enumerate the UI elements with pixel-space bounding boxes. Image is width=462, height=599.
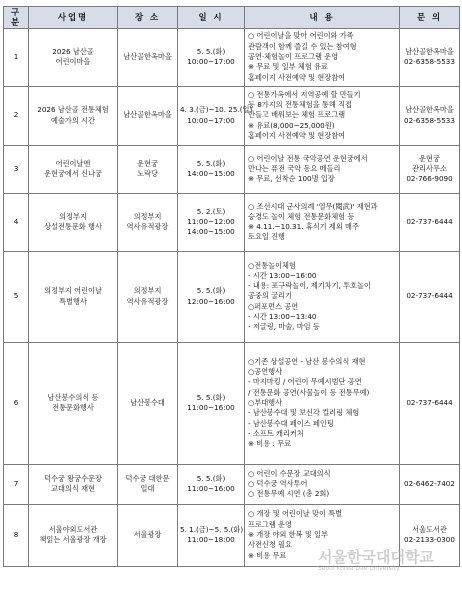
- cell-date: [178, 28, 245, 86]
- cell-contact: [400, 342, 460, 464]
- cell-contact-line: 남산골한옥마을: [405, 105, 454, 115]
- cell-no-line: 4: [13, 216, 19, 226]
- cell-date-line: 11:00~16:00: [187, 403, 235, 413]
- cell-content-line: ○부대행사: [248, 397, 283, 407]
- cell-place-line: 일대: [140, 484, 155, 494]
- cell-name-line: 2026 남산골 전통체험: [37, 105, 109, 115]
- cell-contact-line: 02-6358-5533: [404, 115, 455, 125]
- cell-contact-line: 운현궁: [419, 153, 440, 163]
- cell-no-line: 3: [13, 163, 19, 173]
- cell-name: [29, 464, 118, 504]
- cell-content-line: 홈페이지 사전예약 및 현장참여: [248, 72, 346, 82]
- cell-content-line: ○ 어린이날을 맞아 어린이와 가족: [248, 31, 354, 41]
- cell-name: [29, 504, 118, 566]
- cell-no-line: 7: [13, 478, 19, 488]
- cell-place-line: 역사유적광장: [126, 296, 169, 306]
- cell-contact: [400, 86, 460, 145]
- cell-date: [178, 86, 253, 145]
- cell-content: [245, 342, 400, 464]
- cell-place-line: 역사유적광장: [126, 222, 169, 232]
- table-row: [4, 464, 460, 504]
- cell-content-line: ※ 비용 : 무료: [248, 439, 292, 449]
- cell-content-line: ○기존 상설공연 - 남산 봉수의식 재현: [248, 356, 366, 366]
- cell-content-line: - 내용: 포구락놀이, 제기차기, 투호놀이: [248, 281, 371, 291]
- cell-content-line: ○퍼포먼스 공연: [248, 301, 299, 311]
- cell-date-line: 4. 3.(금)~10. 25.(일): [180, 105, 253, 115]
- cell-contact-line: 관리사무소: [412, 163, 447, 173]
- table-row: [4, 342, 460, 464]
- cell-content-line: - 저글링, 마술, 마임 등: [248, 322, 320, 332]
- cell-no-line: 6: [13, 397, 19, 407]
- cell-place-line: 덕수궁 대한문: [125, 473, 170, 483]
- cell-content-line: - 남산봉수대 및 보신각 컬러링 체험: [248, 408, 360, 418]
- cell-contact: [400, 28, 460, 86]
- cell-content-line: - 시간 13:00~13:40: [248, 312, 317, 322]
- cell-contact-line: 02-737-6444: [406, 291, 453, 301]
- cell-place-line: 의정부지: [133, 286, 162, 296]
- cell-date-line: 5. 5.(화): [196, 473, 226, 483]
- cell-contact-line: 남산골한옥마을: [405, 46, 454, 56]
- cell-no: [4, 504, 29, 566]
- cell-name: [29, 145, 118, 193]
- cell-content-line: 만들고 배워보는 체험 프로그램: [248, 110, 346, 120]
- cell-date: [178, 251, 245, 342]
- cell-date: [178, 464, 245, 504]
- cell-place: [118, 464, 178, 504]
- cell-content-line: ○ 개장 및 어린이날 맞이 특별: [248, 509, 343, 519]
- cell-date-line: 11:00~12:00: [187, 216, 235, 226]
- cell-name-line: 남산봉수의식 등: [47, 392, 99, 402]
- header-content: 내 용: [245, 7, 400, 29]
- cell-contact: [400, 464, 460, 504]
- cell-no: [4, 145, 29, 193]
- cell-no: [4, 251, 29, 342]
- cell-name-line: 예술가의 시간: [51, 115, 95, 125]
- cell-date-line: 5. 1.(금)~5. 5.(화): [180, 524, 244, 534]
- cell-no-line: 5: [13, 291, 19, 301]
- cell-content: [245, 251, 400, 342]
- cell-name-line: 전통문화행사: [52, 403, 94, 413]
- cell-name-line: 어린이날엔: [55, 158, 91, 168]
- event-table: [3, 6, 460, 567]
- cell-content-line: - 시간 13:00~16:00: [248, 270, 317, 280]
- cell-content: [245, 464, 400, 504]
- header-contact: 문 의: [400, 7, 460, 29]
- cell-date-line: 11:00~18:00: [187, 535, 235, 545]
- cell-date-line: 14:00~15:00: [187, 227, 235, 237]
- cell-contact: [400, 145, 460, 193]
- cell-content: [245, 28, 400, 86]
- cell-date-line: 5. 2.(토): [196, 206, 226, 216]
- cell-content-line: 승경도 놀이 체험 전통문화체험 등: [248, 211, 355, 221]
- cell-content-line: ○공연행사: [248, 367, 283, 377]
- cell-content-line: 공연·체험놀이 프로그램 운영: [248, 51, 339, 61]
- table-row: [4, 86, 460, 145]
- cell-contact-line: 02-2133-0300: [404, 535, 455, 545]
- cell-content-line: ※ 유료(8,000~25,000원): [248, 120, 335, 130]
- cell-date: [178, 342, 245, 464]
- cell-place: [118, 145, 178, 193]
- cell-contact-line: 02-6462-7402: [404, 478, 455, 488]
- cell-name-line: 교대의식 재현: [51, 484, 95, 494]
- cell-content-line: ○ 조선시대 군사의례 '열무(閱武)' 재현과: [248, 201, 378, 211]
- cell-content-line: 프로그램 운영: [248, 519, 292, 529]
- cell-name: [29, 28, 118, 86]
- cell-name-line: 의정부지 어린이날: [44, 286, 102, 296]
- watermark-text: 서울한국대대학교: [318, 548, 434, 566]
- cell-content-line: ※ 비용 무료: [248, 550, 287, 560]
- cell-place-line: 의정부지: [133, 211, 162, 221]
- cell-name: [29, 86, 118, 145]
- header-no: 구 분: [4, 7, 29, 29]
- cell-content-line: ※ 개장 야외 한복 및 일부: [248, 529, 328, 539]
- cell-no-line: 1: [13, 51, 19, 61]
- cell-name-line: 상설전통문화 행사: [44, 222, 102, 232]
- cell-contact-line: 02-6358-5533: [404, 57, 455, 67]
- cell-contact-line: 서울도서관: [412, 524, 447, 534]
- cell-content-line: ○ 덕수궁 역사투어: [248, 478, 308, 488]
- cell-contact: [400, 251, 460, 342]
- cell-no: [4, 464, 29, 504]
- cell-no-line: 8: [13, 529, 19, 539]
- cell-date: [178, 193, 245, 251]
- header-name: 사업명: [29, 7, 118, 29]
- cell-place: [118, 28, 178, 86]
- cell-content-line: 홈페이지 사전예약 및 현장참여: [248, 131, 346, 141]
- cell-content-line: ○ 전통무예 시연 (총 2회): [248, 489, 330, 499]
- cell-content-line: - 남산봉수대 페이스 페인팅: [248, 418, 334, 428]
- cell-place: [118, 504, 178, 566]
- header-row: [4, 7, 460, 29]
- header-place: 장 소: [118, 7, 178, 29]
- cell-content-line: - 소프트 캐리커처: [248, 428, 304, 438]
- cell-content-line: 만나는 퓨전 국악 동요 메들리: [248, 163, 341, 173]
- cell-no: [4, 193, 29, 251]
- cell-content-line: ※ 4.11.~10.31. 휴식기 제외 매주: [248, 222, 359, 232]
- cell-content: [245, 193, 400, 251]
- cell-date-line: 5. 5.(화): [196, 46, 226, 56]
- cell-content-line: 사전신청 필요: [248, 540, 292, 550]
- cell-content-line: 관람객이 함께 즐길 수 있는 참여형: [248, 41, 357, 51]
- cell-content-line: / 전통문화 공연(사물놀이 등 전통무예): [248, 387, 370, 397]
- cell-place-line: 남산골한옥마을: [123, 110, 172, 120]
- cell-content-line: ○ 어린이날 전통 국악공연 운현궁에서: [248, 153, 368, 163]
- cell-name: [29, 251, 118, 342]
- cell-content-line: ※ 무료 및 일부 체험 유료: [248, 62, 328, 72]
- cell-date: [178, 504, 245, 566]
- cell-place: [118, 251, 178, 342]
- cell-name-line: 운현궁에서 신나궁: [44, 169, 102, 179]
- header-date: 일 시: [178, 7, 245, 29]
- cell-name: [29, 193, 118, 251]
- cell-content: [245, 145, 400, 193]
- cell-no: [4, 342, 29, 464]
- table-row: [4, 251, 460, 342]
- cell-place: [118, 193, 178, 251]
- cell-place-line: 서울광장: [133, 529, 162, 539]
- cell-date-line: 11:00~16:00: [187, 484, 235, 494]
- cell-date: [178, 145, 245, 193]
- cell-name-line: 서울야외도서관: [48, 524, 98, 534]
- cell-place: [118, 86, 178, 145]
- cell-date-line: 10:00~17:00: [187, 57, 235, 67]
- cell-name-line: 어린이마을: [55, 57, 91, 67]
- cell-content-line: 등 8가지의 전통체험을 통해 직접: [248, 100, 352, 110]
- cell-place-line: 남산봉수대: [130, 397, 165, 407]
- cell-content-line: 공중의 굴리기: [248, 291, 292, 301]
- table-row: [4, 145, 460, 193]
- cell-content-line: ○ 전통가옥에서 지역공예 할 만들기: [248, 89, 361, 99]
- cell-place-line: 남산골한옥마을: [123, 51, 172, 61]
- cell-content-line: ※ 무료, 선착순 100명 입장: [248, 174, 335, 184]
- cell-name-line: 의정부지: [59, 211, 87, 221]
- cell-content-line: ○ 어린이 수문장 교대의식: [248, 468, 331, 478]
- cell-contact: [400, 193, 460, 251]
- cell-name-line: 2026 남산골: [52, 46, 94, 56]
- cell-place: [118, 342, 178, 464]
- cell-place-line: 노락당: [137, 169, 158, 179]
- cell-name: [29, 342, 118, 464]
- cell-date-line: 5. 5.(화): [196, 286, 226, 296]
- cell-no: [4, 28, 29, 86]
- cell-contact-line: 02-737-6444: [406, 397, 453, 407]
- cell-content: [245, 86, 400, 145]
- cell-name-line: 책읽는 서울광장 개장: [39, 535, 107, 545]
- cell-date-line: 12:00~16:00: [187, 296, 235, 306]
- table-row: [4, 193, 460, 251]
- cell-name-line: 덕수궁 왕궁수문장: [44, 473, 102, 483]
- cell-no: [4, 86, 29, 145]
- cell-place-line: 운현궁: [137, 158, 158, 168]
- cell-content-line: 토요일 진행: [248, 232, 286, 242]
- cell-date-line: 5. 5.(화): [196, 392, 226, 402]
- cell-date-line: 14:00~15:00: [187, 169, 235, 179]
- cell-contact-line: 02-737-6444: [406, 216, 453, 226]
- cell-date-line: 5. 5.(화): [196, 158, 226, 168]
- cell-no-line: 2: [13, 110, 19, 120]
- cell-content-line: ○전통놀이체험: [248, 260, 296, 270]
- cell-content-line: - 마지마킹 / 어린이 무예시범단 공연: [248, 377, 362, 387]
- cell-date-line: 10:00~17:00: [187, 115, 235, 125]
- cell-contact-line: 02-766-9090: [406, 174, 453, 184]
- table-row: [4, 28, 460, 86]
- watermark-subtext: Seoul Korea Dae University: [318, 565, 400, 572]
- cell-name-line: 특별행사: [59, 296, 87, 306]
